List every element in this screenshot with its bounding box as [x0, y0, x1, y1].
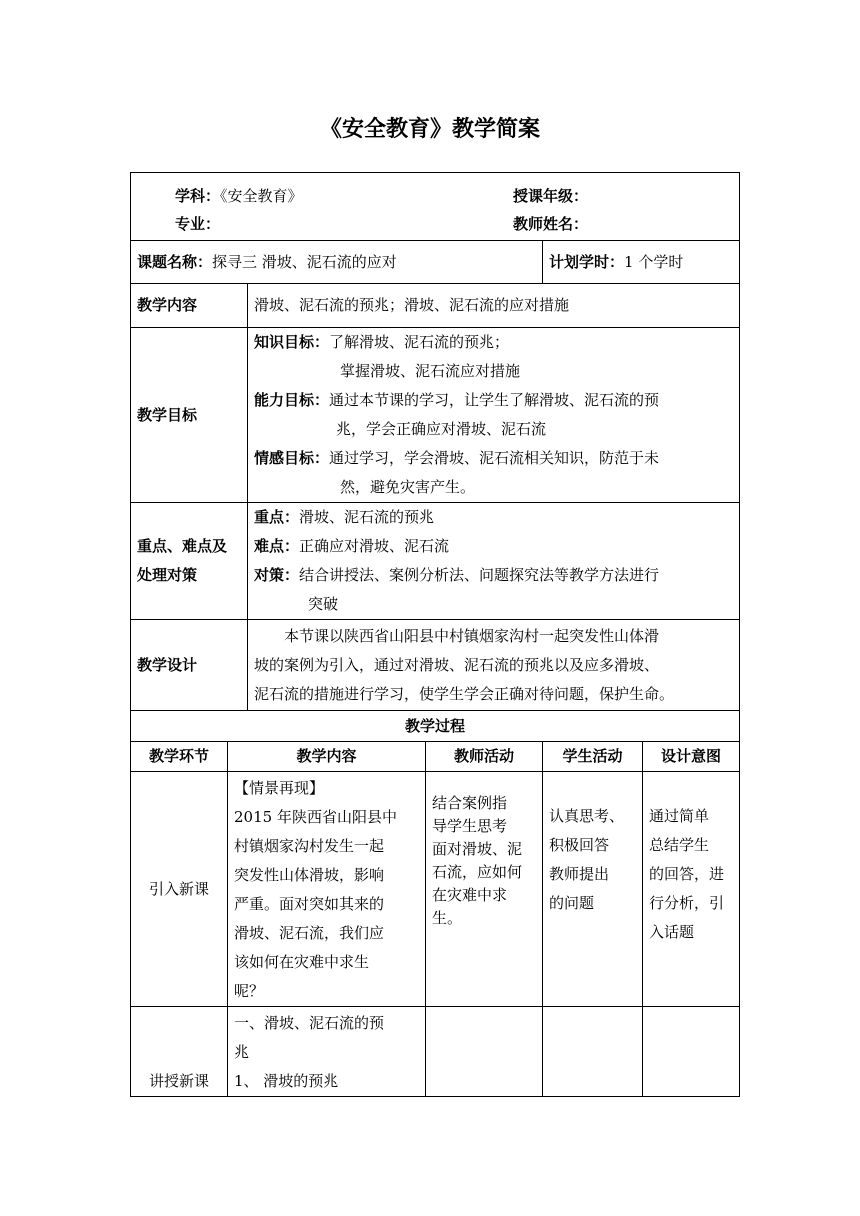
knowledge-label: 知识目标：: [254, 333, 330, 351]
hours-value: 1 个学时: [624, 252, 684, 271]
emotion-line1: 通过学习，学会滑坡、泥石流相关知识，防范于未: [329, 449, 660, 467]
stage-cell: 引入新课: [131, 772, 228, 1007]
col-stage: 教学环节: [131, 742, 228, 772]
design-line3: 泥石流的措施进行学习，使学生学会正确对待问题，保护生命。: [254, 684, 675, 703]
teacher-cell: 结合案例指 导学生思考 面对滑坡、泥 石流，应如何 在灾难中求 生。: [426, 772, 543, 1007]
topic-value: 探寻三 滑坡、泥石流的应对: [212, 252, 397, 271]
ability-line2: 兆，学会正确应对滑坡、泥石流: [336, 420, 547, 438]
header-info: [131, 173, 740, 241]
page-title: 《安全教育》教学简案: [319, 117, 540, 142]
difficult-value: 正确应对滑坡、泥石流: [299, 537, 450, 555]
objectives-label: 教学目标: [131, 328, 248, 503]
hours-label: 计划学时：: [549, 252, 625, 271]
key-label: 重点：: [254, 508, 300, 526]
keypoints-label: 重点、难点及 处理对策: [131, 503, 248, 620]
knowledge-line2: 掌握滑坡、泥石流应对措施: [340, 362, 521, 380]
intent-cell: [643, 1007, 740, 1097]
content-cell: 【情景再现】 2015 年陕西省山阳县中 村镇烟家沟村发生一起 突发性山体滑坡，影响 严重。面对突如其来的 滑坡、泥石流，我们应 该如何在灾难中求生 呢？: [228, 772, 426, 1007]
ability-line1: 通过本节课的学习，让学生了解滑坡、泥石流的预: [329, 391, 660, 409]
col-content: 教学内容: [228, 742, 426, 772]
teacher-label: 教师姓名：: [513, 214, 589, 233]
student-cell: [543, 1007, 643, 1097]
process-title: 教学过程: [131, 711, 740, 742]
knowledge-line1: 了解滑坡、泥石流的预兆；: [329, 333, 510, 351]
keypoints-cell: [248, 503, 740, 620]
table-row: [131, 772, 740, 1007]
content-cell: 一、滑坡、泥石流的预 兆 1、 滑坡的预兆: [228, 1007, 426, 1097]
key-value: 滑坡、泥石流的预兆: [299, 508, 435, 526]
grade-label: 授课年级：: [513, 186, 589, 205]
student-cell: 认真思考、 积极回答 教师提出 的问题: [543, 772, 643, 1007]
col-student: 学生活动: [543, 742, 643, 772]
design-line1: 本节课以陕西省山阳县中村镇烟家沟村一起突发性山体滑: [284, 626, 660, 645]
strategy-label: 对策：: [254, 566, 300, 584]
topic-cell: [131, 241, 543, 284]
col-teacher: 教师活动: [426, 742, 543, 772]
design-label: 教学设计: [131, 620, 248, 711]
intent-cell: 通过简单 总结学生 的回答，进 行分析，引 入话题: [643, 772, 740, 1007]
lesson-plan-table: [130, 172, 740, 1097]
strategy-line2: 突破: [308, 595, 339, 613]
content-value: 滑坡、泥石流的预兆；滑坡、泥石流的应对措施: [248, 284, 740, 328]
emotion-label: 情感目标：: [254, 449, 330, 467]
table-row: [131, 1007, 740, 1097]
strategy-line1: 结合讲授法、案例分析法、问题探究法等教学方法进行: [299, 566, 660, 584]
ability-label: 能力目标：: [254, 391, 330, 409]
emotion-line2: 然，避免灾害产生。: [340, 478, 476, 496]
objectives-cell: [248, 328, 740, 503]
subject-value: 《安全教育》: [220, 186, 303, 205]
design-cell: [248, 620, 740, 711]
stage-cell: 讲授新课: [131, 1007, 228, 1097]
topic-label: 课题名称：: [137, 252, 213, 271]
content-label: 教学内容: [131, 284, 248, 328]
subject-label: 学科：: [175, 186, 221, 205]
design-line2: 坡的案例为引入，通过对滑坡、泥石流的预兆以及应多滑坡、: [254, 655, 660, 674]
hours-cell: [543, 241, 740, 284]
teacher-cell: [426, 1007, 543, 1097]
col-intent: 设计意图: [643, 742, 740, 772]
major-label: 专业：: [175, 214, 221, 233]
difficult-label: 难点：: [254, 537, 300, 555]
